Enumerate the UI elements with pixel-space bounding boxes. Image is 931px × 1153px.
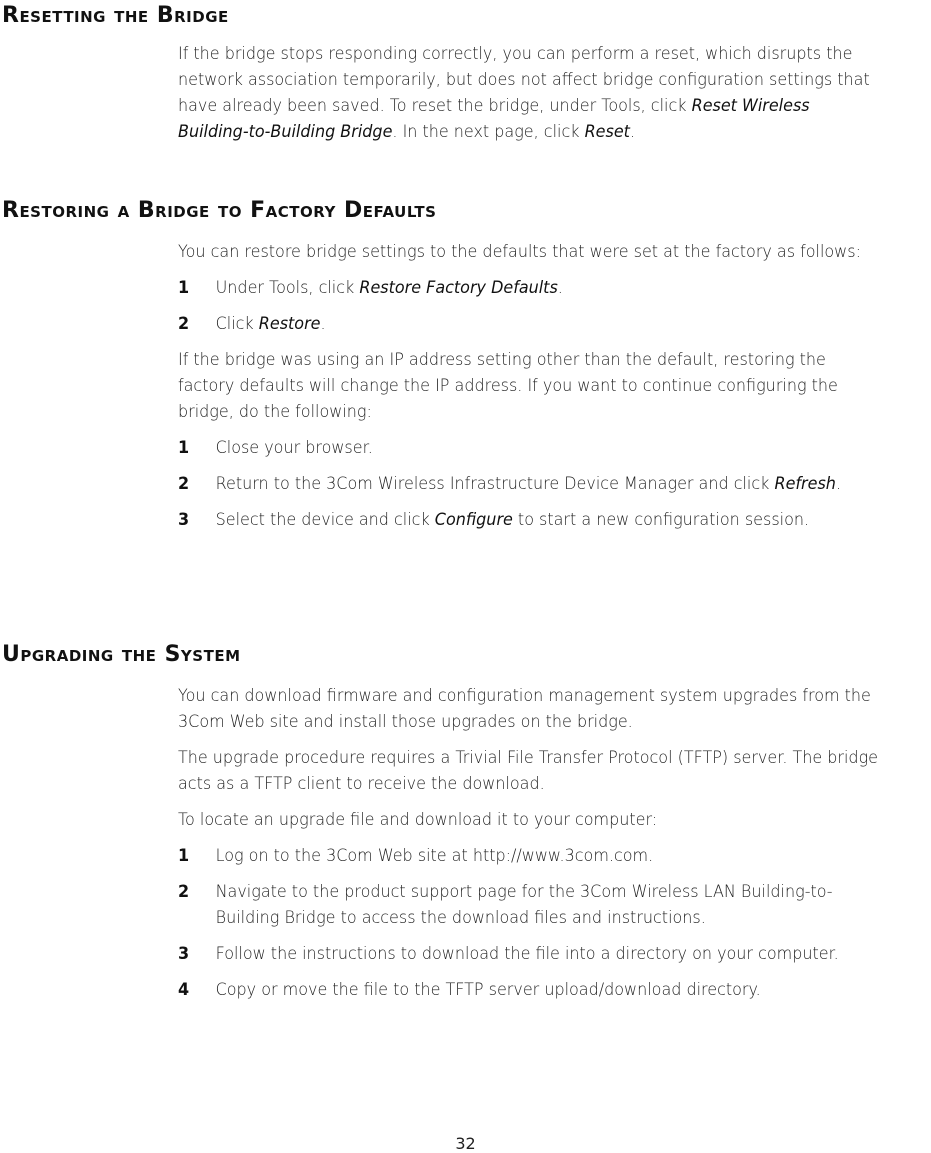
restore-link: Restore xyxy=(258,314,321,334)
section-body-upgrade xyxy=(178,683,885,1003)
restore-followup-step xyxy=(178,507,885,533)
step-number: 1 xyxy=(178,438,190,458)
section-heading-reset: Resetting the Bridge xyxy=(2,3,229,28)
restore-factory-defaults-link: Restore Factory Defaults xyxy=(359,278,558,298)
page-number: 32 xyxy=(455,1134,476,1153)
step-number: 1 xyxy=(178,278,190,298)
step-text xyxy=(216,507,885,533)
step-number: 4 xyxy=(178,980,190,1000)
step-text: Close your browser. xyxy=(215,438,373,458)
section-restore xyxy=(0,197,931,543)
restore-intro: You can restore bridge settings to the defaults that were set at the factory as follows: xyxy=(178,242,861,262)
step-text-post: . xyxy=(557,278,563,298)
step-text-post: to start a new configuration session. xyxy=(512,510,810,530)
step-number: 1 xyxy=(178,846,190,866)
reset-text-pre: If the bridge stops responding correctly, you can perform a reset, which disrupts the network association temporarily, but does not affect bridge configuration settings that have already been saved. To reset the bridge, under Tools, click xyxy=(178,44,870,116)
step-text-post: . xyxy=(835,474,841,494)
section-body-reset xyxy=(178,41,885,145)
section-heading-restore: Restoring a Bridge to Factory Defaults xyxy=(2,198,437,223)
step-number: 2 xyxy=(178,474,190,494)
reset-link: Reset xyxy=(584,122,630,142)
step-number: 3 xyxy=(178,510,190,530)
upgrade-paragraph-2: The upgrade procedure requires a Trivial File Transfer Protocol (TFTP) server. The bridge acts as a TFTP client to receive the download. xyxy=(178,748,879,794)
step-text-post: . xyxy=(320,314,326,334)
restore-step xyxy=(178,275,885,301)
step-text: Navigate to the product support page for the 3Com Wireless LAN Building-to-Building Bridge to access the download files and instructions. xyxy=(215,882,833,928)
section-reset xyxy=(0,2,931,155)
reset-bridge-link: Reset Wireless Building-to-Building Bridge xyxy=(178,96,810,142)
step-text-pre: Under Tools, click xyxy=(215,278,360,298)
step-number: 2 xyxy=(178,882,190,902)
upgrade-step xyxy=(178,977,885,1003)
step-text: Copy or move the file to the TFTP server upload/download directory. xyxy=(215,980,761,1000)
reset-paragraph xyxy=(178,41,885,145)
upgrade-step xyxy=(178,941,885,967)
step-text: Log on to the 3Com Web site at http://www.3com.com. xyxy=(215,846,654,866)
section-heading-upgrade: Upgrading the System xyxy=(2,642,241,667)
upgrade-step xyxy=(178,843,885,869)
reset-text-end: . xyxy=(629,122,636,142)
step-text: Follow the instructions to download the file into a directory on your computer. xyxy=(215,944,839,964)
upgrade-paragraph-1: You can download firmware and configuration management system upgrades from the 3Com Web site and install those upgrades on the bridge. xyxy=(178,686,871,732)
restore-followup-step xyxy=(178,471,885,497)
step-text-pre: Click xyxy=(215,314,259,334)
restore-step xyxy=(178,311,885,337)
step-text xyxy=(216,311,885,337)
refresh-link: Refresh xyxy=(774,474,836,494)
upgrade-paragraph-3: To locate an upgrade file and download it to your computer: xyxy=(178,810,658,830)
upgrade-step xyxy=(178,879,885,931)
section-upgrade xyxy=(0,641,931,1013)
section-body-restore xyxy=(178,239,885,533)
step-number: 2 xyxy=(178,314,190,334)
step-text-pre: Return to the 3Com Wireless Infrastructure Device Manager and click xyxy=(215,474,775,494)
reset-text-mid: . In the next page, click xyxy=(392,122,585,142)
restore-middle-paragraph: If the bridge was using an IP address setting other than the default, restoring the factory defaults will change the IP address. If you want to continue configuring the bridge, do the following: xyxy=(178,350,838,422)
restore-followup-step xyxy=(178,435,885,461)
configure-link: Configure xyxy=(434,510,513,530)
step-text xyxy=(216,471,885,497)
step-text xyxy=(216,275,885,301)
step-number: 3 xyxy=(178,944,190,964)
step-text-pre: Select the device and click xyxy=(215,510,435,530)
